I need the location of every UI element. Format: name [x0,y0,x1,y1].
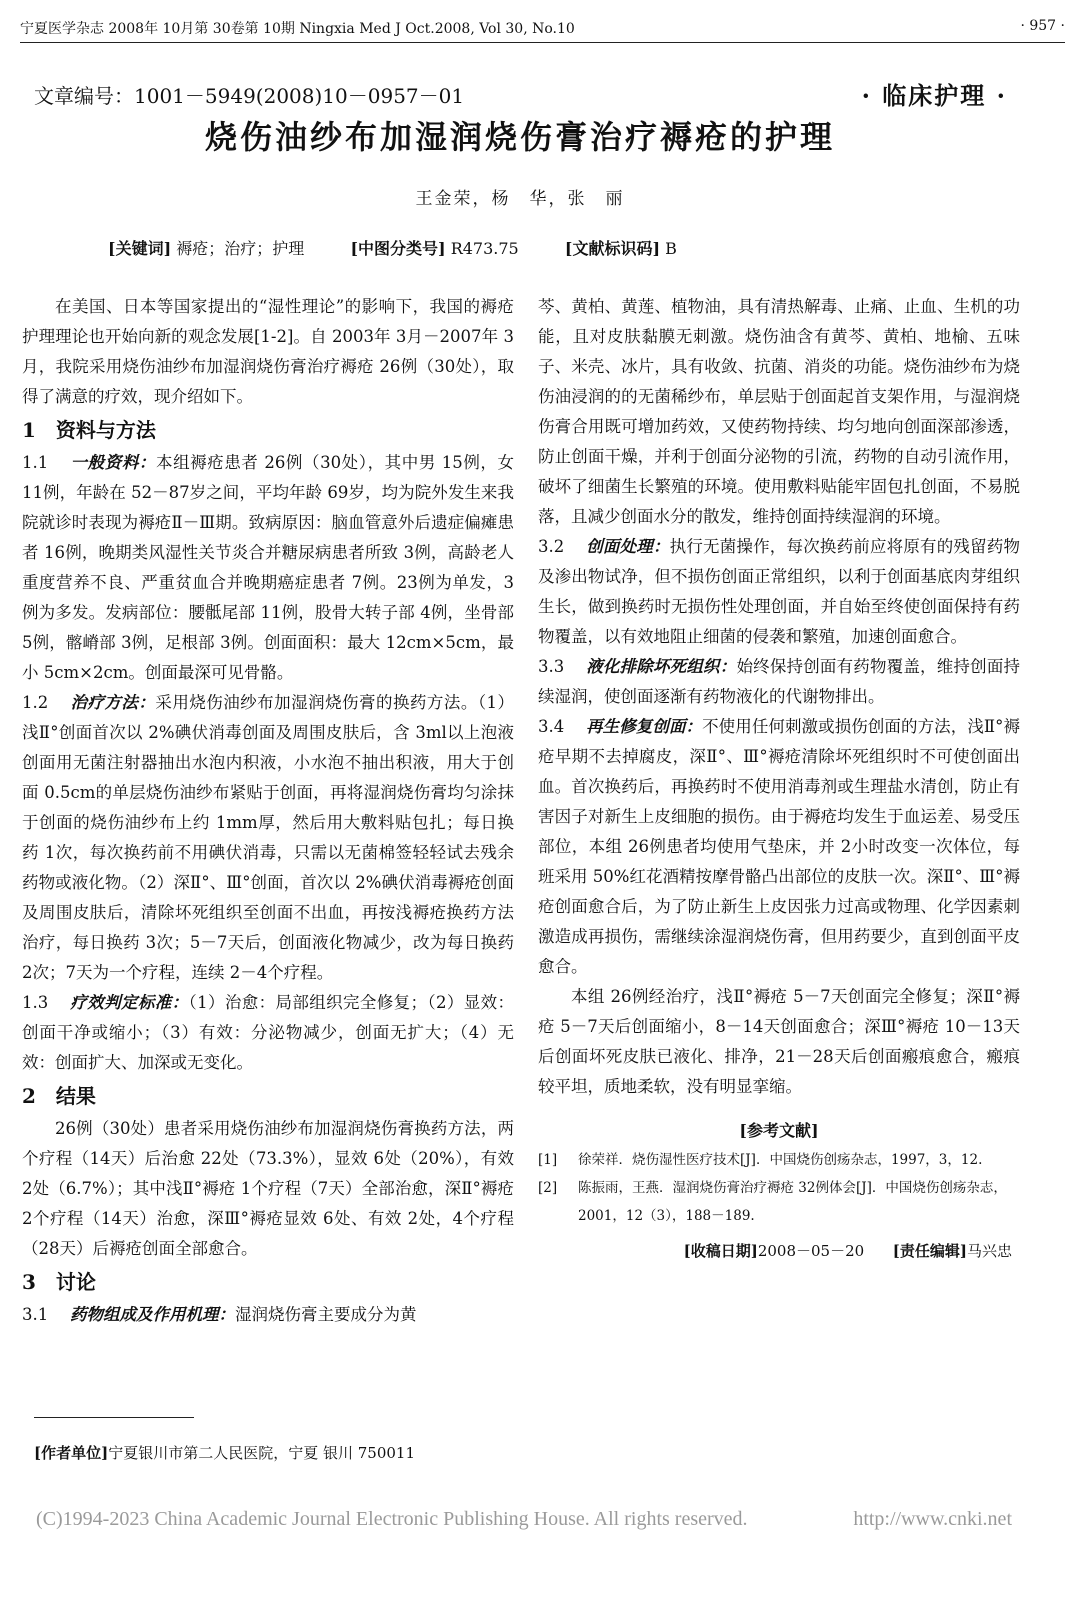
paragraph-text: 执行无菌操作，每次换药前应将原有的残留药物及渗出物试净，但不损伤创面正常组织，以利于创面基底肉芽组织生长，做到换药时无损伤性处理创面，并自始至终使创面保持有药物覆盖，以有效地阻止细菌的侵袭和繁殖，加速创面愈合。 [538,537,1021,646]
affiliation-text: 宁夏银川市第二人民医院，宁夏 银川 750011 [108,1444,416,1462]
section-number: 1.3 [22,993,49,1012]
editor-name: 马兴忠 [966,1242,1012,1260]
reference-item [538,1146,1020,1174]
received-label: [收稿日期] [683,1242,758,1260]
references-heading: [参考文献] [739,1121,819,1140]
section-1-heading: 1 资料与方法 [22,418,156,442]
keywords-label: [关键词] [108,239,172,258]
reference-number: [2] [538,1180,558,1196]
journal-info: 宁夏医学杂志 2008年 10月第 30卷第 10期 Ningxia Med J Oct.2008, Vol 30, No.10 [20,21,575,37]
left-column [22,292,514,1330]
paragraph-text: 本组褥疮患者 26例（30处），其中男 15例，女 11例，年龄在 52－87岁之间，平均年龄 69岁，均为院外发生来我院就诊时表现为褥疮Ⅱ－Ⅲ期。致病原因：脑血管意外后遗症偏瘫患者 16例，晚期类风湿性关节炎合并糖尿病患者所致 3例，高龄老人重度营养不良、严重贫血合并晚期癌症患者 7例。23例为单发，3例为多发。发病部位：腰骶尾部 11例，股骨大转子部 4例，坐骨部 5例，髂嵴部 3例，足根部 3例。创面面积：最大 12cm×5cm，最小 5cm×2cm。创面最深可见骨骼。 [22,453,515,682]
article-dates [538,1236,1020,1266]
paragraph-text: 始终保持创面有药物覆盖，维持创面持续湿润，使创面逐渐有药物液化的代谢物排出。 [538,657,1021,706]
reference-number: [1] [538,1152,558,1168]
section-1-2 [22,688,514,988]
subsection-heading: 药物组成及作用机理： [70,1305,235,1324]
intro-paragraph: 在美国、日本等国家提出的“湿性理论”的影响下，我国的褥疮护理理论也开始向新的观念发展[1-2]。自 2003年 3月－2007年 3月，我院采用烧伤油纱布加湿润烧伤膏治疗褥疮 26例（30处），取得了满意的疗效，现介绍如下。 [22,297,514,406]
section-number: 3.1 [22,1305,49,1324]
subsection-heading: 创面处理： [586,537,670,556]
footnote-divider [34,1417,194,1418]
meta-line [108,236,677,259]
subsection-heading: 疗效判定标准： [70,993,189,1012]
clc-number: R473.75 [450,239,519,258]
affiliation-label: [作者单位] [34,1444,109,1462]
section-number: 3.3 [538,657,565,676]
editor-label: [责任编辑] [892,1242,967,1260]
paragraph-text: （1）治愈：局部组织完全修复；（2）显效：创面干净或缩小；（3）有效：分泌物减少，创面无扩大；（4）无效：创面扩大、加深或无变化。 [22,993,514,1072]
subsection-heading: 一般资料： [70,453,157,472]
section-2-heading: 2 结果 [22,1084,96,1108]
author-affiliation [34,1442,415,1463]
column-tag: · 临床护理 · [861,81,1007,110]
reference-text: 陈振雨，王燕．湿润烧伤膏治疗褥疮 32例体会[J]．中国烧伤创疡杂志，2001，12（3），188－189. [578,1180,1007,1224]
section-1-3 [22,988,514,1078]
reference-text: 徐荣祥．烧伤湿性医疗技术[J]．中国烧伤创疡杂志，1997，3，12. [578,1152,983,1168]
section-3-1-continued: 芩、黄柏、黄莲、植物油，具有清热解毒、止痛、止血、生机的功能，且对皮肤黏膜无刺激。烧伤油含有黄芩、黄柏、地榆、五味子、米壳、冰片，具有收敛、抗菌、消炎的功能。烧伤油纱布为烧伤油浸润的的无菌稀纱布，单层贴于创面起首支架作用，与湿润烧伤膏合用既可增加药效，又使药物持续、均匀地向创面深部渗透，防止创面干燥，并利于创面分泌物的引流，药物的自动引流作用，破坏了细菌生长繁殖的环境。使用敷料贴能牢固包扎创面，不易脱落，且减少创面水分的散发，维持创面持续湿润的环境。 [538,297,1020,526]
right-column [538,292,1020,1266]
page-number: · 957 · [1020,18,1065,34]
copyright-watermark [36,1508,1036,1531]
paragraph-text: 湿润烧伤膏主要成分为黄 [235,1305,417,1324]
section-number: 3.2 [538,537,565,556]
received-date: 2008－05－20 [757,1242,865,1260]
article-number: 文章编号：1001－5949(2008)10－0957－01 [34,84,465,108]
subsection-heading: 液化排除坏死组织： [586,657,737,676]
summary-paragraph: 本组 26例经治疗，浅Ⅱ°褥疮 5－7天创面完全修复；深Ⅱ°褥疮 5－7天后创面缩小，8－14天创面愈合；深Ⅲ°褥疮 10－13天后创面坏死皮肤已液化、排净，21－28天后创面瘢痕愈合，瘢痕较平坦，质地柔软，没有明显挛缩。 [538,987,1020,1096]
running-header [20,18,1065,43]
section-number: 1.2 [22,693,49,712]
reference-item [538,1174,1020,1230]
section-1-1 [22,448,514,688]
paragraph-text: 采用烧伤油纱布加湿润烧伤膏的换药方法。（1）浅Ⅱ°创面首次以 2%碘伏消毒创面及周围皮肤后，含 3ml以上泡液创面用无菌注射器抽出水泡内积液，小水泡不抽出积液，用大于创面 0.5cm的单层烧伤油纱布紧贴于创面，再将湿润烧伤膏均匀涂抹于创面的烧伤油纱布上约 1mm厚，然后用大敷料贴包扎；每日换药 1次，每次换药前不用碘伏消毒，只需以无菌棉签轻轻试去残余药物或液化物。（2）深Ⅱ°、Ⅲ°创面，首次以 2%碘伏消毒褥疮创面及周围皮肤后，清除坏死组织至创面不出血，再按浅褥疮换药方法治疗，每日换药 3次；5－7天后，创面液化物减少，改为每日换药 2次；7天为一个疗程，连续 2－4个疗程。 [22,693,515,982]
section-number: 1.1 [22,453,49,472]
clc-label: [中图分类号] [350,239,446,258]
section-3-heading: 3 讨论 [22,1270,96,1294]
section-3-2 [538,532,1020,652]
section-3-4 [538,712,1020,982]
doc-code: B [665,239,677,258]
keywords: 褥疮；治疗；护理 [176,239,305,258]
authors: 王金荣，杨 华，张 丽 [415,189,625,209]
copyright-text: (C)1994-2023 China Academic Journal Electronic Publishing House. All rights reserved. [36,1508,748,1530]
doc-code-label: [文献标识码] [564,239,661,258]
subsection-heading: 治疗方法： [70,693,156,712]
cnki-url: http://www.cnki.net [853,1508,1012,1530]
section-number: 3.4 [538,717,565,736]
subsection-heading: 再生修复创面： [586,717,703,736]
section-3-3 [538,652,1020,712]
paragraph-text: 不使用任何刺激或损伤创面的方法，浅Ⅱ°褥疮早期不去掉腐皮，深Ⅱ°、Ⅲ°褥疮清除坏死组织时不可使创面出血。首次换药后，再换药时不使用消毒剂或生理盐水清创，防止有害因子对新生上皮细胞的损伤。由于褥疮均发生于血运差、易受压部位，本组 26例患者均使用气垫床，并 2小时改变一次体位，每班采用 50%红花酒精按摩骨骼凸出部位的皮肤一次。深Ⅱ°、Ⅲ°褥疮创面愈合后，为了防止新生上皮因张力过高或物理、化学因素刺激造成再损伤，需继续涂湿润烧伤膏，但用药要少，直到创面平皮愈合。 [538,717,1021,976]
article-title: 烧伤油纱布加湿润烧伤膏治疗褥疮的护理 [204,118,835,156]
section-3-1 [22,1300,514,1330]
results-paragraph: 26例（30处）患者采用烧伤油纱布加湿润烧伤膏换药方法，两个疗程（14天）后治愈 22处（73.3%），显效 6处（20%），有效 2处（6.7%）；其中浅Ⅱ°褥疮 1个疗程（7天）全部治愈，深Ⅱ°褥疮 2个疗程（14天）治愈，深Ⅲ°褥疮显效 6处、有效 2处，4个疗程（28天）后褥疮创面全部愈合。 [22,1119,514,1258]
